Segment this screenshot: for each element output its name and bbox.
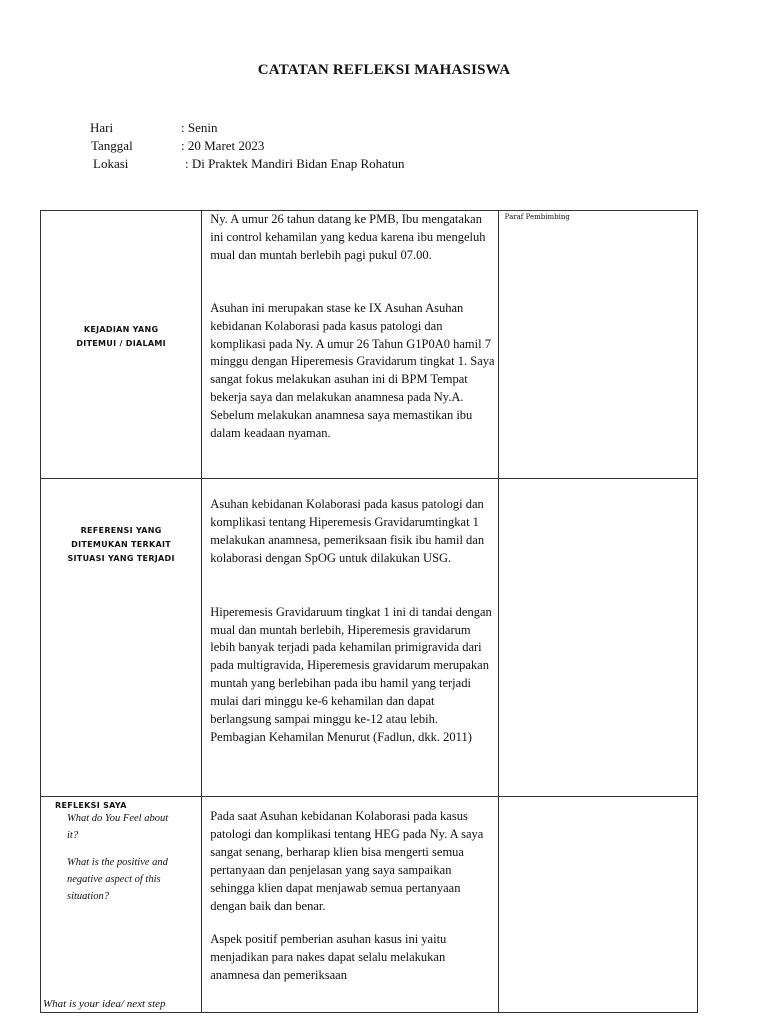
header-cell-referensi [41,479,202,797]
paragraph: Asuhan ini merupakan stase ke IX Asuhan Asuhan kebidanan Kolaborasi pada kasus patologi dan komplikasi pada Ny. A umur 26 Tahun G1P0A0 hamil 7 minggu dengan Hiperemesis Gravidarum tingkat 1. Saya sangat fokus melakukan asuhan ini di BPM Tempat bekerja saya dan melakukan anamnesa pada Ny.A. Sebelum melakukan anamnesa saya memastikan ibu dalam keadaan nyaman. [210,300,495,441]
header-line: KEJADIAN YANG [83,324,159,334]
meta-label-tanggal: Tanggal [91,138,133,153]
empty-cell [498,797,697,1013]
row-header-referensi [41,524,201,566]
paraf-cell [498,211,697,479]
content-cell-refleksi [202,797,498,1013]
header-line: SITUASI YANG TERJADI [67,554,175,563]
paragraph: Hiperemesis Gravidaruum tingkat 1 ini di tandai dengan mual dan muntah berlebih, Hiperemesis gravidarum lebih banyak terjadi pada kehamilan primigravida dari pada multigravida, Hiperemesis gravidarum merupakan muntah yang berlebihan pada ibu hamil yang terjadi mulai dari minggu ke-6 kehamilan dan dapat berlangsung sampai minggu ke-12 atau lebih. Pembagian Kehamilan Menurut (Fadlun, dkk. 2011) [210,604,492,744]
header-cell-refleksi [41,797,202,1013]
document-title: CATATAN REFLEKSI MAHASISWA [257,62,511,78]
reflection-questions [67,810,201,905]
content-refleksi [202,797,497,985]
header-line: DITEMUKAN TERKAIT [71,540,172,549]
paraf-pembimbing-label: Paraf Pembimbing [504,213,570,221]
meta-value-tanggal: : 20 Maret 2023 [181,138,265,153]
header-line: REFERENSI YANG [80,526,162,535]
paragraph: Pada saat Asuhan kebidanan Kolaborasi pada kasus patologi dan komplikasi tentang HEG pada Ny. A saya sangat senang, berharap klien bisa mengerti semua pertanyaan dan penjelasan yang saya sampaikan sehingga klien dapat menjawab semua pertanyaan dengan baik dan benar. [210,809,484,913]
header-cell-kejadian [41,211,202,479]
empty-cell [498,479,697,797]
table-row-kejadian [41,211,698,479]
meta-label-hari: Hari [90,120,114,135]
row-header-kejadian [41,323,201,351]
row-header-refleksi: REFLEKSI SAYA [55,801,127,810]
content-referensi [202,479,497,747]
reflection-table [40,210,698,1013]
header-line: DITEMUI / DIALAMI [76,338,166,348]
paragraph: Aspek positif pemberian asuhan kasus ini yaitu menjadikan para nakes dapat selalu melakukan anamnesa dan pemeriksaan [210,932,447,983]
paragraph: Asuhan kebidanan Kolaborasi pada kasus patologi dan komplikasi tentang Hiperemesis Gravidarumtingkat 1 melakukan anamnesa, pemeriksaan fisik ibu hamil dan kolaborasi dengan SpOG untuk dilakukan USG. [210,497,485,565]
table-row-refleksi [41,797,698,1013]
table-row-referensi [41,479,698,797]
paragraph: Ny. A umur 26 tahun datang ke PMB, Ibu mengatakan ini control kehamilan yang kedua karena ibu mengeluh mual dan muntah berlebih pagi pukul 07.00. [210,212,486,262]
question-feel: What do You Feel about it? [67,813,169,841]
content-kejadian [202,211,497,443]
content-cell-kejadian [202,211,498,479]
meta-value-hari: : Senin [181,120,218,135]
question-next-step: What is your idea/ next step [43,998,166,1010]
question-positive-negative: What is the positive and negative aspect of this situation? [67,857,168,902]
meta-value-lokasi: : Di Praktek Mandiri Bidan Enap Rohatun [185,156,405,171]
meta-label-lokasi: Lokasi [93,156,129,171]
content-cell-referensi [202,479,498,797]
